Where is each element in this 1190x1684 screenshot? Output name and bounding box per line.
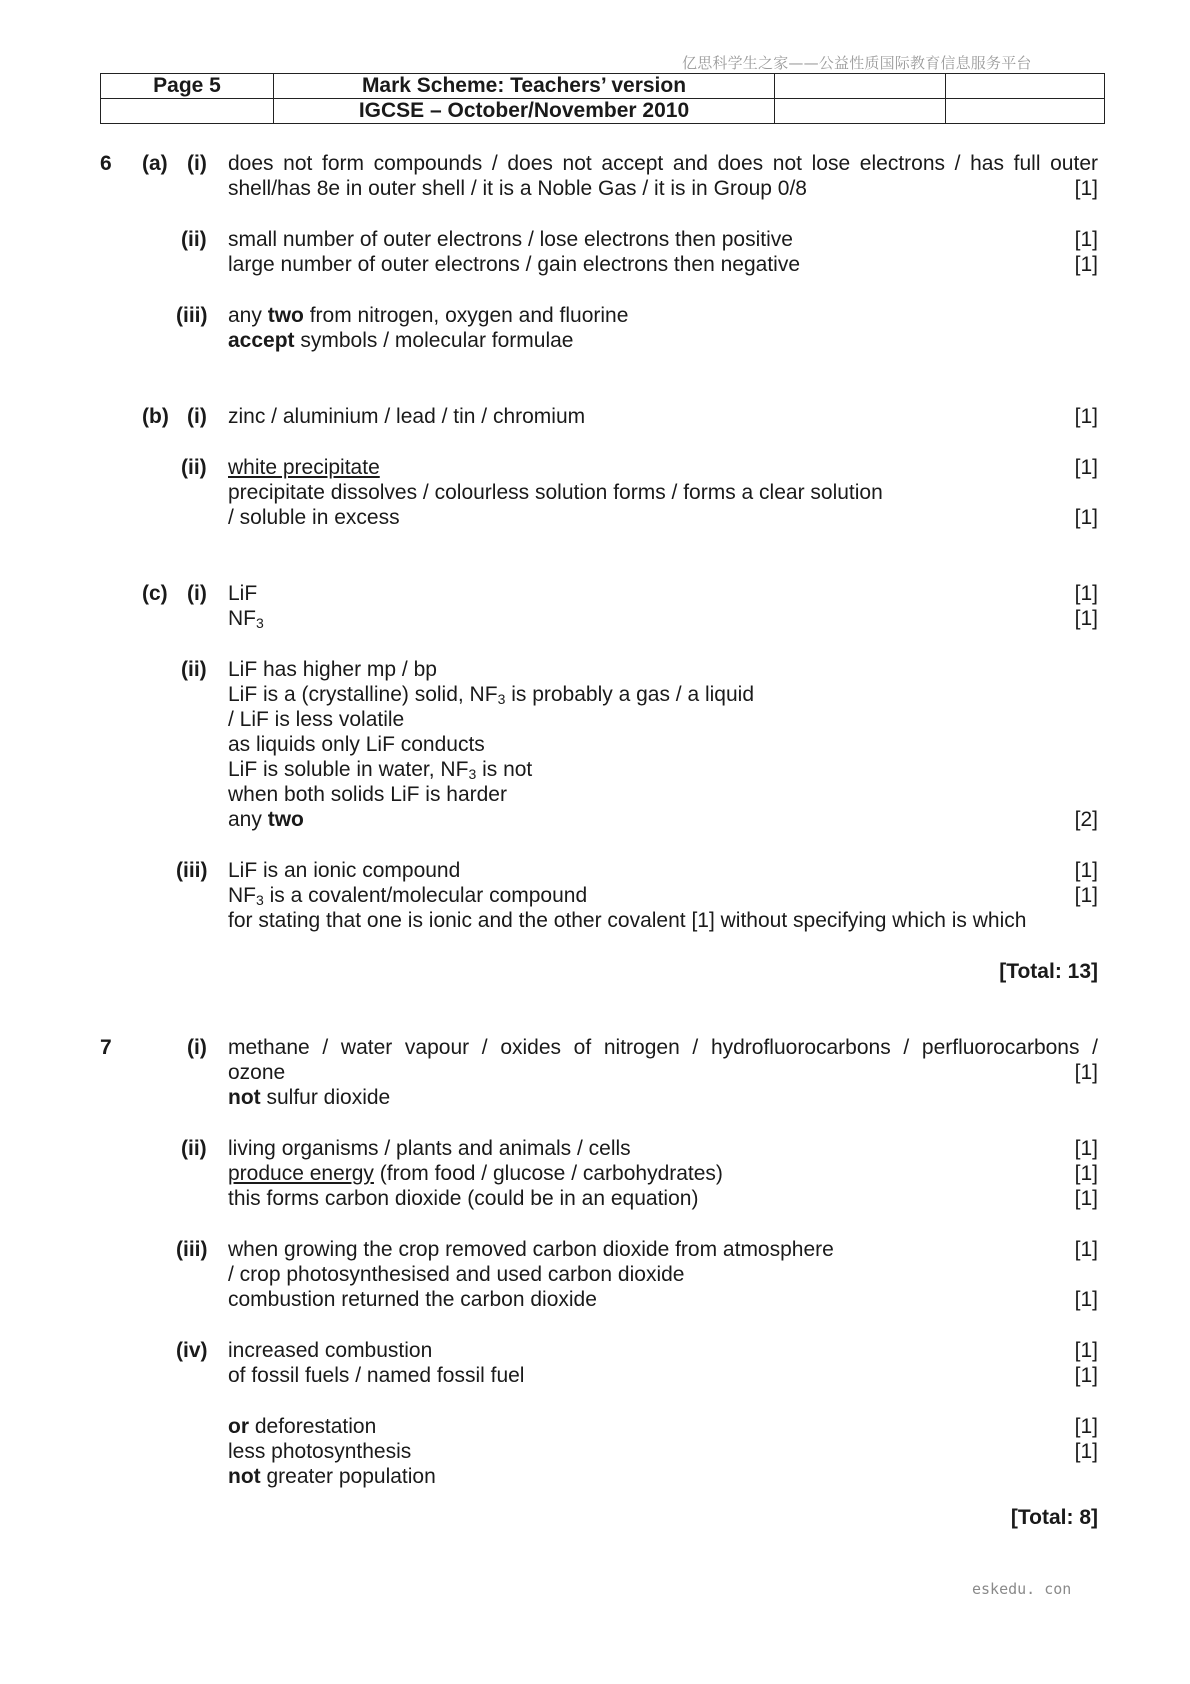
- answer-line: or deforestation: [228, 1415, 377, 1438]
- mark: [1]: [1074, 859, 1098, 882]
- answer-line: methane / water vapour / oxides of nitrogen / hydrofluorocarbons / perfluorocarbons /: [228, 1036, 1098, 1059]
- mark: [1]: [1074, 1339, 1098, 1362]
- mark: [1]: [1074, 456, 1098, 479]
- answer-line: living organisms / plants and animals / cells: [228, 1137, 631, 1160]
- answer-line: this forms carbon dioxide (could be in an equation): [228, 1187, 699, 1210]
- answer-line: as liquids only LiF conducts: [228, 733, 485, 756]
- mark: [1]: [1074, 607, 1098, 630]
- answer-line: white precipitate: [228, 456, 380, 479]
- mark: [1]: [1074, 177, 1098, 200]
- header-cell-empty: [775, 99, 946, 124]
- answer-line: precipitate dissolves / colourless solution forms / forms a clear solution: [228, 481, 883, 504]
- answer-line: when both solids LiF is harder: [228, 783, 507, 806]
- page-number: Page 5: [101, 74, 274, 99]
- header-cell-empty: [101, 99, 274, 124]
- subpart-label: (i): [187, 405, 207, 428]
- answer-line: increased combustion: [228, 1339, 433, 1362]
- mark: [1]: [1074, 228, 1098, 251]
- mark: [1]: [1074, 405, 1098, 428]
- mark: [1]: [1074, 1137, 1098, 1160]
- answer-line: not sulfur dioxide: [228, 1086, 391, 1109]
- part-label: (c): [142, 582, 168, 605]
- question-number: 6: [100, 152, 112, 175]
- header-cell-empty: [775, 74, 946, 99]
- answer-line: when growing the crop removed carbon dioxide from atmosphere: [228, 1238, 834, 1261]
- answer-line: of fossil fuels / named fossil fuel: [228, 1364, 525, 1387]
- answer-line: combustion returned the carbon dioxide: [228, 1288, 597, 1311]
- answer-line: small number of outer electrons / lose electrons then positive: [228, 228, 793, 251]
- header-cell-empty: [946, 74, 1105, 99]
- answer-line: for stating that one is ionic and the other covalent [1] without specifying which is which: [228, 909, 1027, 932]
- answer-line: $NF_3$: [228, 607, 264, 631]
- subpart-label: (ii): [181, 658, 207, 681]
- answer-line: / LiF is less volatile: [228, 708, 405, 731]
- answer-line: produce energy (from food / glucose / carbohydrates): [228, 1162, 723, 1185]
- answer-line: ozone: [228, 1061, 286, 1084]
- watermark: 亿思科学生之家——公益性质国际教育信息服务平台: [682, 54, 1032, 72]
- mark: [1]: [1074, 1187, 1098, 1210]
- mark: [1]: [1074, 1162, 1098, 1185]
- mark: [1]: [1074, 506, 1098, 529]
- mark: [1]: [1074, 1440, 1098, 1463]
- mark: [1]: [1074, 1288, 1098, 1311]
- answer-line: LiF has higher mp / bp: [228, 658, 437, 681]
- answer-line: large number of outer electrons / gain electrons then negative: [228, 253, 801, 276]
- answer-line: less photosynthesis: [228, 1440, 412, 1463]
- part-label: (a): [142, 152, 168, 175]
- mark: [1]: [1074, 1364, 1098, 1387]
- mark: [1]: [1074, 253, 1098, 276]
- total-marks: [Total: 13]: [999, 960, 1098, 983]
- mark: [1]: [1074, 1061, 1098, 1084]
- subpart-label: (i): [187, 152, 207, 175]
- mark: [1]: [1074, 1415, 1098, 1438]
- answer-line: any two: [228, 808, 304, 831]
- answer-line: / soluble in excess: [228, 506, 400, 529]
- subpart-label: (iii): [176, 1238, 208, 1261]
- answer-line: / crop photosynthesised and used carbon dioxide: [228, 1263, 685, 1286]
- footer-watermark: eskedu. con: [972, 1580, 1072, 1598]
- answer-line: any two from nitrogen, oxygen and fluorine: [228, 304, 629, 327]
- question-number: 7: [100, 1036, 112, 1059]
- answer-line: $NF_3$ is a covalent/molecular compound: [228, 884, 588, 908]
- answer-line: LiF is an ionic compound: [228, 859, 461, 882]
- answer-line: zinc / aluminium / lead / tin / chromium: [228, 405, 586, 428]
- answer-line: LiF is soluble in water, $NF_3$ is not: [228, 758, 533, 782]
- header-cell-empty: [946, 99, 1105, 124]
- answer-line: LiF is a (crystalline) solid, $NF_3$ is probably a gas / a liquid: [228, 683, 755, 707]
- answer-line: accept symbols / molecular formulae: [228, 329, 574, 352]
- subpart-label: (iii): [176, 859, 208, 882]
- answer-line: not greater population: [228, 1465, 436, 1488]
- mark: [1]: [1074, 582, 1098, 605]
- subpart-label: (ii): [181, 456, 207, 479]
- answer-line: does not form compounds / does not accept and does not lose electrons / has full outer: [228, 152, 1098, 175]
- subpart-label: (ii): [181, 228, 207, 251]
- header-table: [100, 73, 1105, 124]
- total-marks: [Total: 8]: [1010, 1506, 1098, 1529]
- answer-line: LiF: [228, 582, 258, 605]
- header-title: Mark Scheme: Teachers’ version: [274, 74, 775, 99]
- mark: [1]: [1074, 1238, 1098, 1261]
- part-label: (b): [142, 405, 169, 428]
- header-exam: IGCSE – October/November 2010: [274, 99, 775, 124]
- subpart-label: (iv): [176, 1339, 208, 1362]
- subpart-label: (iii): [176, 304, 208, 327]
- subpart-label: (i): [187, 1036, 207, 1059]
- subpart-label: (ii): [181, 1137, 207, 1160]
- mark: [2]: [1074, 808, 1098, 831]
- answer-line: shell/has 8e in outer shell / it is a Noble Gas / it is in Group 0/8: [228, 177, 807, 200]
- mark: [1]: [1074, 884, 1098, 907]
- subpart-label: (i): [187, 582, 207, 605]
